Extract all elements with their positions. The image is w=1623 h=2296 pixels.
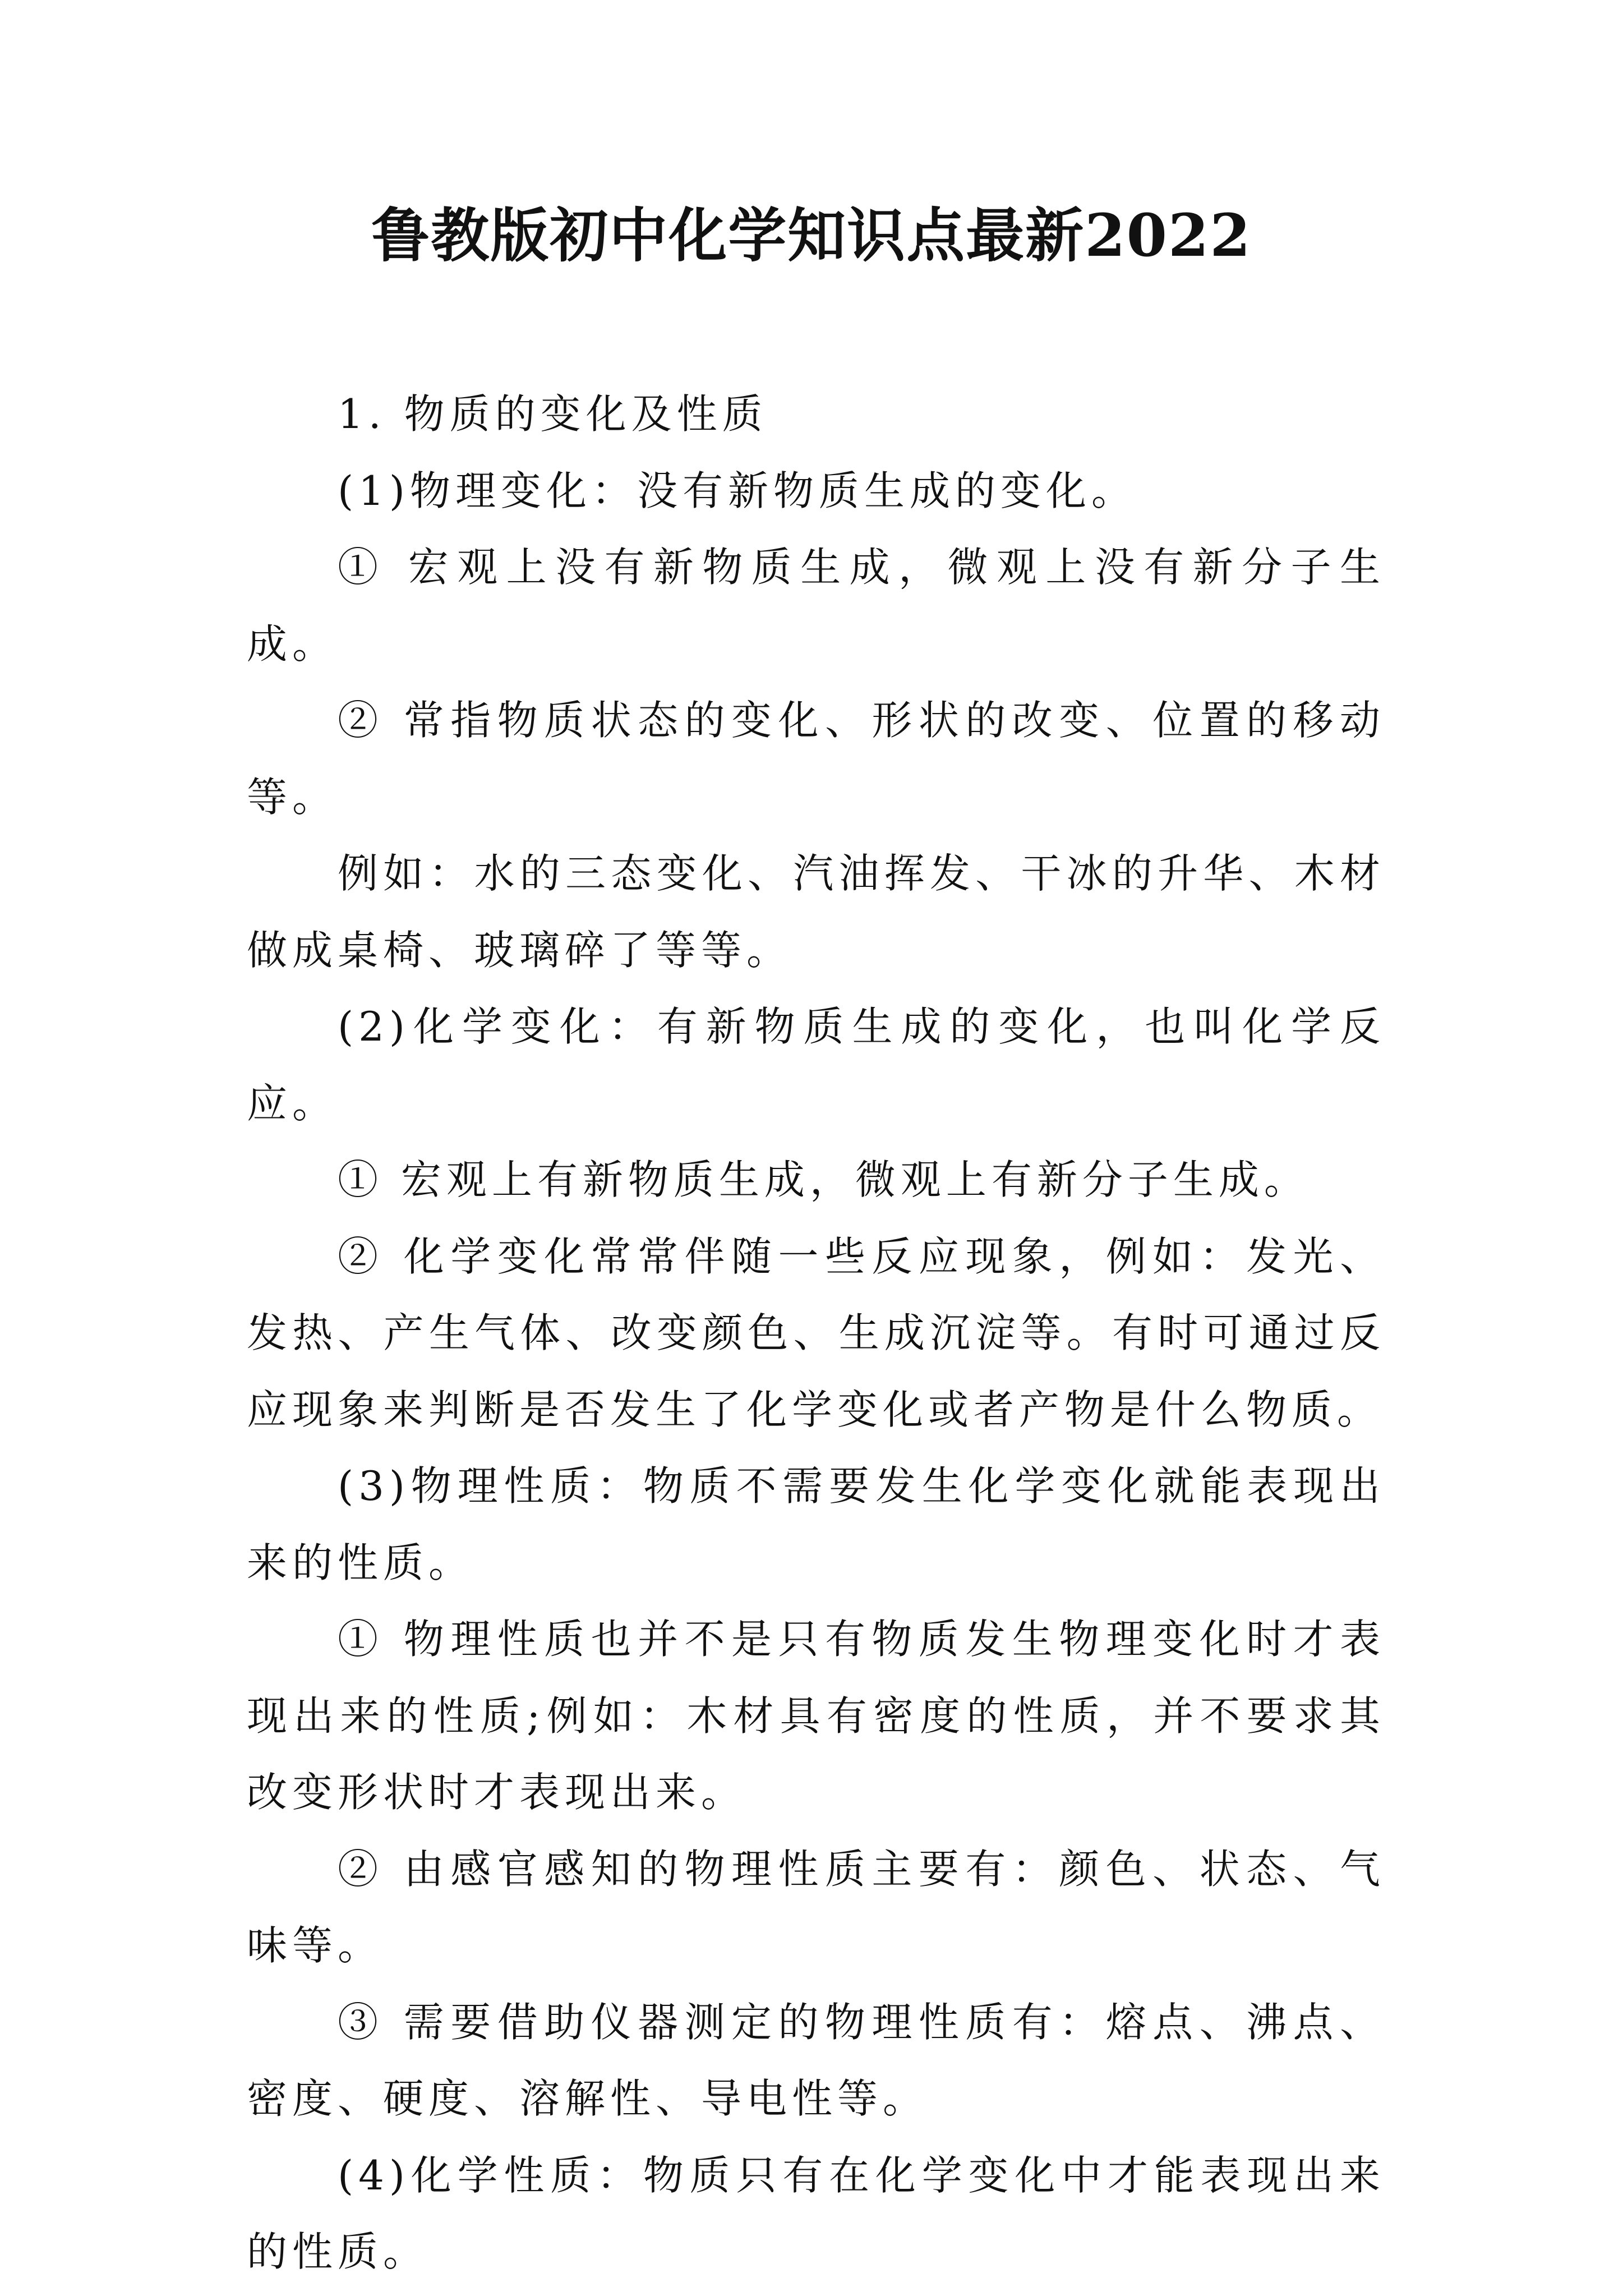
document-title: 鲁教版初中化学知识点最新2022 xyxy=(371,201,1252,270)
paragraph-chemical-property: (4)化学性质：物质只有在化学变化中才能表现出来的性质。 xyxy=(247,2151,1385,2275)
paragraph-physical-change-point-1: ① 宏观上没有新物质生成，微观上没有新分子生成。 xyxy=(247,544,1385,668)
paragraph-physical-property-point-1: ① 物理性质也并不是只有物质发生物理变化时才表现出来的性质;例如：木材具有密度的性质，并不要求其改变形状时才表现出来。 xyxy=(247,1616,1385,1816)
paragraph-physical-change: (1)物理变化：没有新物质生成的变化。 xyxy=(338,467,1137,514)
paragraph-physical-change-example: 例如：水的三态变化、汽油挥发、干冰的升华、木材做成桌椅、玻璃碎了等等。 xyxy=(247,850,1385,974)
section-heading-matter-changes: 1. 物质的变化及性质 xyxy=(338,390,768,438)
document-body xyxy=(247,376,1385,2290)
paragraph-chemical-change: (2)化学变化：有新物质生成的变化，也叫化学反应。 xyxy=(247,1003,1385,1127)
paragraph-chemical-change-point-2: ② 化学变化常常伴随一些反应现象，例如：发光、发热、产生气体、改变颜色、生成沉淀等。有时可通过反应现象来判断是否发生了化学变化或者产物是什么物质。 xyxy=(247,1232,1385,1433)
paragraph-physical-change-point-2: ② 常指物质状态的变化、形状的改变、位置的移动等。 xyxy=(247,697,1385,821)
paragraph-physical-property-point-3: ③ 需要借助仪器测定的物理性质有：熔点、沸点、密度、硬度、溶解性、导电性等。 xyxy=(247,1998,1385,2122)
paragraph-physical-property-point-2: ② 由感官感知的物理性质主要有：颜色、状态、气味等。 xyxy=(247,1845,1385,1969)
paragraph-chemical-change-point-1: ① 宏观上有新物质生成，微观上有新分子生成。 xyxy=(338,1156,1310,1203)
paragraph-physical-property: (3)物理性质：物质不需要发生化学变化就能表现出来的性质。 xyxy=(247,1462,1385,1586)
